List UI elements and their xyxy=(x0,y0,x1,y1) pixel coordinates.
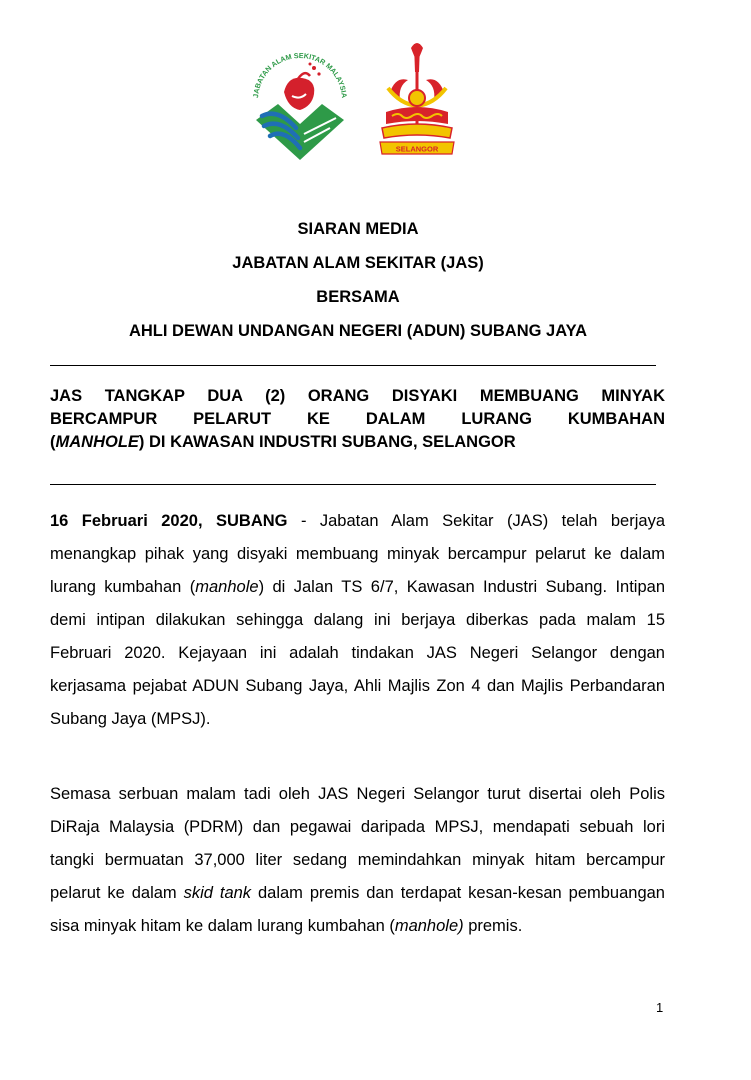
headline xyxy=(50,212,666,348)
headline-line-3: BERSAMA xyxy=(316,288,400,306)
subject-paren-open: ( xyxy=(50,433,56,451)
headline-line-1: SIARAN MEDIA xyxy=(297,220,419,238)
selangor-crest xyxy=(374,42,460,160)
subject-heading xyxy=(50,385,665,454)
subject-line-1: JAS TANGKAP DUA (2) ORANG DISYAKI MEMBUANG MINYAK xyxy=(50,387,665,405)
paragraph-1-text-b: ) di Jalan TS 6/7, Kawasan Industri Subang. Intipan demi intipan dilakukan sehingga dalang ini berjaya diberkas pada malam 15 Februari 2020. Kejayaan ini adalah tindakan JAS Negeri Selangor dengan kerjasama pejabat ADUN Subang Jaya, Ahli Majlis Zon 4 dan Majlis Perbandaran Subang Jaya (MPSJ). xyxy=(50,578,665,728)
logo-row xyxy=(0,38,751,168)
paragraph-2-text-a: Semasa serbuan malam tadi oleh JAS Negeri Selangor turut disertai oleh Polis DiRaja Malaysia (PDRM) dan pegawai daripada MPSJ, mendapati sebuah lori tangki bermuatan 37,000 liter sedang memindahkan minyak hitam bercampur pelarut ke dalam xyxy=(50,785,665,902)
paragraph-2-text-b: dalam premis dan terdapat kesan-kesan pembuangan sisa minyak hitam ke dalam lurang kumbahan ( xyxy=(50,884,665,935)
headline-line-4: AHLI DEWAN UNDANGAN NEGERI (ADUN) SUBANG JAYA xyxy=(128,322,588,340)
subject-manhole-italic: MANHOLE xyxy=(55,433,139,451)
paragraph-2-text-c: premis. xyxy=(463,917,523,935)
jas-logo-text: JABATAN ALAM SEKITAR MALAYSIA xyxy=(251,50,350,99)
jas-logo xyxy=(244,38,356,162)
paragraph-2-italic-2: manhole) xyxy=(394,917,464,935)
divider-top xyxy=(50,365,656,366)
paragraph-2 xyxy=(50,778,665,943)
paragraph-2-italic-1: skid tank xyxy=(183,884,252,902)
subject-line-2: BERCAMPUR PELARUT KE DALAM LURANG KUMBAHAN xyxy=(50,410,665,428)
divider-bottom xyxy=(50,484,656,485)
paragraph-1-italic: manhole xyxy=(195,578,259,596)
subject-line-3-rest: ) DI KAWASAN INDUSTRI SUBANG, SELANGOR xyxy=(138,433,516,451)
headline-line-2: JABATAN ALAM SEKITAR (JAS) xyxy=(232,254,484,272)
selangor-crest-text: SELANGOR xyxy=(395,144,439,154)
subject-line-3 xyxy=(50,431,665,454)
page-number: 1 xyxy=(656,1000,664,1015)
paragraph-1-text-a: - Jabatan Alam Sekitar (JAS) telah berjaya menangkap pihak yang disyaki membuang minyak bercampur pelarut ke dalam lurang kumbahan ( xyxy=(50,512,665,596)
paragraph-1 xyxy=(50,505,665,736)
dateline: 16 Februari 2020, SUBANG xyxy=(50,512,288,530)
